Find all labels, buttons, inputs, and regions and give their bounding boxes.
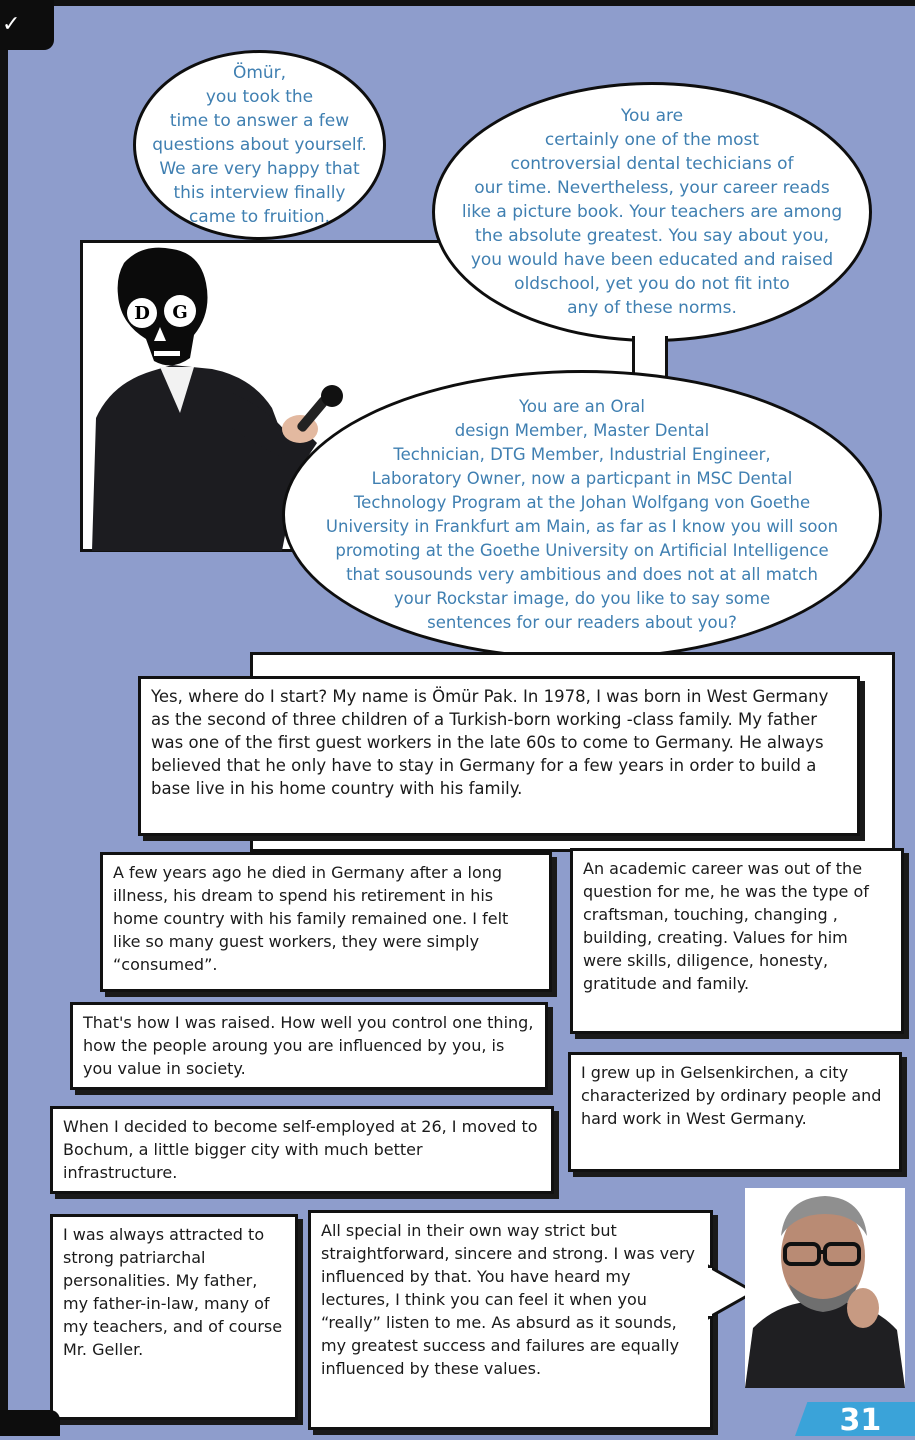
page-number-text: 31 bbox=[839, 1403, 882, 1438]
question-bubble-2 bbox=[432, 82, 872, 342]
bubble-2-text bbox=[462, 104, 842, 320]
bubble-3-line: Technology Program at the Johan Wolfgang von Goethe bbox=[353, 493, 811, 512]
bubble-3-line: sentences for our readers about you? bbox=[427, 613, 737, 632]
question-bubble-1 bbox=[133, 50, 386, 240]
bubble-2-line: oldschool, yet you do not fit into bbox=[514, 274, 790, 294]
answer-box-attracted: I was always attracted to strong patriarchal personalities. My father, my father-in-law, many of my teachers, and of course Mr. Geller. bbox=[50, 1214, 298, 1420]
back-arrow-icon: ✓ bbox=[2, 12, 21, 37]
bubble-3-text bbox=[326, 395, 838, 635]
answer-box-raised: That's how I was raised. How well you control one thing, how the people aroung you are influenced by you, is you value in society. bbox=[70, 1002, 548, 1090]
bubble-2-line: you would have been educated and raised bbox=[470, 250, 834, 270]
question-bubble-3 bbox=[282, 370, 882, 660]
bubble-1-text bbox=[152, 61, 367, 229]
answer-box-intro: Yes, where do I start? My name is Ömür Pak. In 1978, I was born in West Germany as the second of three children of a Turkish-born working -class family. My father was one of the first guest workers in the late 60s to come to Germany. He always believed that he only have to stay in Germany for a few years in order to build a base live in his home country with his family. bbox=[138, 676, 860, 836]
bubble-2-line: like a picture book. Your teachers are among bbox=[461, 202, 843, 222]
bubble-2-line: You are bbox=[620, 106, 684, 126]
bubble-2-line: the absolute greatest. You say about you, bbox=[474, 226, 830, 246]
bubble-2-line: certainly one of the most bbox=[544, 130, 760, 150]
bubble-3-line: Technician, DTG Member, Industrial Engineer, bbox=[393, 445, 771, 464]
top-frame bbox=[0, 0, 915, 6]
answer-box-gelsenkirchen: I grew up in Gelsenkirchen, a city characterized by ordinary people and hard work in West Germany. bbox=[568, 1052, 902, 1172]
bubble-3-line: promoting at the Goethe University on Artificial Intelligence bbox=[335, 541, 829, 560]
page-number bbox=[795, 1402, 915, 1436]
back-button[interactable] bbox=[0, 0, 54, 50]
answer-box-died: A few years ago he died in Germany after a long illness, his dream to spend his retirement in his home country with his family remained one. I felt like so many guest workers, they were simply “consumed”. bbox=[100, 852, 552, 992]
bubble-1-line: Ömür, bbox=[232, 63, 287, 83]
bubble-3-line: your Rockstar image, do you like to say some bbox=[393, 589, 771, 608]
bubble-3-line: Laboratory Owner, now a particpant in MSC Dental bbox=[371, 469, 793, 488]
bubble-1-line: time to answer a few bbox=[169, 111, 350, 131]
bubble-connector bbox=[632, 336, 668, 376]
bubble-1-line: this interview finally bbox=[173, 183, 346, 203]
bubble-3-line: design Member, Master Dental bbox=[454, 421, 710, 440]
bubble-2-line: any of these norms. bbox=[567, 298, 737, 318]
portrait-photo bbox=[745, 1188, 905, 1388]
left-frame bbox=[0, 0, 8, 1436]
bubble-1-line: questions about yourself. bbox=[152, 135, 367, 155]
logo-letter-d: D bbox=[134, 303, 150, 324]
bubble-3-line: University in Frankfurt am Main, as far as I know you will soon bbox=[325, 517, 839, 536]
logo-letter-g: G bbox=[172, 302, 188, 323]
bottom-frame bbox=[0, 1410, 60, 1436]
bubble-2-line: our time. Nevertheless, your career reads bbox=[474, 178, 830, 198]
bubble-2-line: controversial dental techicians of bbox=[510, 154, 794, 174]
answer-box-special: All special in their own way strict but straightforward, sincere and strong. I was very influenced by that. You have heard my lectures, I think you can feel it when you “really” listen to me. As absurd as it sounds, my greatest success and failures are equally influenced by these values. bbox=[308, 1210, 713, 1430]
bubble-3-line: You are an Oral bbox=[519, 397, 645, 416]
bubble-1-line: came to fruition. bbox=[188, 207, 331, 227]
answer-box-bochum: When I decided to become self-employed at 26, I moved to Bochum, a little bigger city with much better infrastructure. bbox=[50, 1106, 554, 1194]
answer-box-academic: An academic career was out of the question for me, he was the type of craftsman, touching, changing , building, creating. Values for him were skills, diligence, honesty, gratitude and family. bbox=[570, 848, 904, 1034]
bubble-1-line: We are very happy that bbox=[159, 159, 360, 179]
bubble-3-line: that sousounds very ambitious and does not at all match bbox=[346, 565, 818, 584]
bubble-1-line: you took the bbox=[205, 87, 314, 107]
